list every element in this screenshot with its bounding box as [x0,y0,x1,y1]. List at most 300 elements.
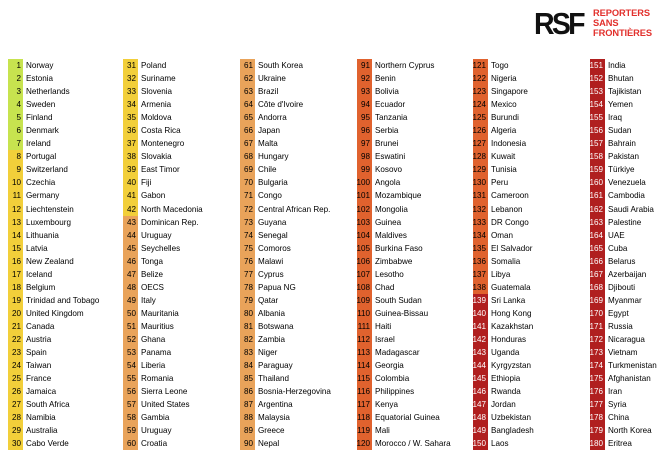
ranking-row [357,229,451,242]
ranking-row [473,320,534,333]
rank-badge: 172 [590,333,605,346]
ranking-row [473,333,534,346]
rank-badge: 74 [240,229,255,242]
country-name: Uganda [491,348,520,358]
rank-badge: 71 [240,189,255,202]
rank-badge: 36 [123,124,138,137]
country-name: Andorra [258,113,287,123]
rank-badge: 63 [240,85,255,98]
rank-badge: 127 [473,137,488,150]
rank-badge: 118 [357,411,372,424]
ranking-row [357,385,451,398]
ranking-row [590,307,657,320]
country-name: Costa Rica [141,126,181,136]
country-name: United States [141,400,190,410]
rank-badge: 15 [8,242,23,255]
country-name: North Korea [608,426,652,436]
ranking-row [8,346,99,359]
ranking-row [473,268,534,281]
ranking-row [357,398,451,411]
country-name: South Korea [258,61,303,71]
rank-badge: 176 [590,385,605,398]
ranking-row [240,229,331,242]
rank-badge: 178 [590,411,605,424]
rank-badge: 47 [123,268,138,281]
country-name: Thailand [258,374,290,384]
ranking-row [8,359,99,372]
country-name: Montenegro [141,139,185,149]
country-name: Lithuania [26,230,59,240]
ranking-row [473,72,534,85]
ranking-row [123,85,203,98]
rank-badge: 156 [590,124,605,137]
country-name: Serbia [375,126,399,136]
ranking-row [8,176,99,189]
ranking-row [473,216,534,229]
ranking-row [357,320,451,333]
rank-badge: 25 [8,372,23,385]
ranking-row [357,59,451,72]
ranking-row [8,268,99,281]
ranking-row [8,437,99,450]
rank-badge: 61 [240,59,255,72]
country-name: South Africa [26,400,70,410]
country-name: Oman [491,230,514,240]
rank-badge: 179 [590,424,605,437]
country-name: Niger [258,348,278,358]
ranking-row [240,333,331,346]
ranking-row [357,437,451,450]
country-name: Mongolia [375,204,408,214]
ranking-row [240,281,331,294]
country-name: Sri Lanka [491,295,526,305]
ranking-row [240,216,331,229]
rank-badge: 94 [357,98,372,111]
ranking-row [473,98,534,111]
country-name: Kyrgyzstan [491,361,532,371]
country-name: Bangladesh [491,426,534,436]
ranking-row [473,124,534,137]
ranking-row [590,268,657,281]
country-name: Eswatini [375,152,406,162]
country-name: Slovakia [141,152,172,162]
country-name: Nigeria [491,74,517,84]
rank-badge: 158 [590,150,605,163]
ranking-row [590,255,657,268]
ranking-column [590,59,657,450]
ranking-row [123,59,203,72]
ranking-row [590,59,657,72]
rank-badge: 40 [123,176,138,189]
country-name: Liberia [141,361,166,371]
ranking-row [590,333,657,346]
country-name: Liechtenstein [26,204,74,214]
rank-badge: 52 [123,333,138,346]
country-name: Jamaica [26,387,57,397]
ranking-row [590,98,657,111]
country-name: Togo [491,61,509,71]
rank-badge: 159 [590,163,605,176]
ranking-row [473,385,534,398]
rank-badge: 110 [357,307,372,320]
country-name: Yemen [608,100,633,110]
country-name: Botswana [258,321,294,331]
logo-mark: RSF [534,5,583,41]
rank-badge: 143 [473,346,488,359]
ranking-row [590,242,657,255]
country-name: Senegal [258,230,288,240]
country-name: Lebanon [491,204,523,214]
rank-badge: 39 [123,163,138,176]
rank-badge: 70 [240,176,255,189]
rank-badge: 146 [473,385,488,398]
ranking-row [473,294,534,307]
rank-badge: 180 [590,437,605,450]
rank-badge: 124 [473,98,488,111]
rank-badge: 141 [473,320,488,333]
ranking-row [240,163,331,176]
country-name: Sudan [608,126,632,136]
ranking-row [357,124,451,137]
rank-badge: 76 [240,255,255,268]
ranking-row [473,150,534,163]
country-name: Uzbekistan [491,413,532,423]
ranking-row [590,424,657,437]
rank-badge: 4 [8,98,23,111]
rank-badge: 43 [123,216,138,229]
country-name: Qatar [258,295,279,305]
ranking-row [240,124,331,137]
rank-badge: 169 [590,294,605,307]
rank-badge: 121 [473,59,488,72]
country-name: Tanzania [375,113,408,123]
country-name: France [26,374,52,384]
country-name: Brazil [258,87,279,97]
rank-badge: 54 [123,359,138,372]
ranking-row [123,346,203,359]
country-name: Kenya [375,400,398,410]
country-name: Slovenia [141,87,173,97]
country-name: Gabon [141,191,166,201]
ranking-row [357,411,451,424]
rank-badge: 151 [590,59,605,72]
ranking-row [590,111,657,124]
country-name: Austria [26,335,52,344]
country-name: Estonia [26,74,53,84]
rank-badge: 134 [473,229,488,242]
ranking-row [473,255,534,268]
country-name: Algeria [491,126,517,136]
country-name: Brunei [375,139,399,149]
country-name: Norway [26,61,54,71]
ranking-row [357,163,451,176]
ranking-row [8,281,99,294]
country-name: Philippines [375,387,415,397]
ranking-row [8,411,99,424]
country-name: Morocco / W. Sahara [375,439,451,449]
ranking-row [8,111,99,124]
rank-badge: 144 [473,359,488,372]
rank-badge: 165 [590,242,605,255]
country-name: Albania [258,308,286,318]
ranking-row [473,424,534,437]
country-name: Nicaragua [608,335,645,344]
ranking-row [590,385,657,398]
rank-badge: 87 [240,398,255,411]
ranking-row [8,294,99,307]
country-name: Malawi [258,256,284,266]
rank-badge: 149 [473,424,488,437]
rank-badge: 65 [240,111,255,124]
ranking-row [590,85,657,98]
rank-badge: 115 [357,372,372,385]
ranking-row [590,189,657,202]
rank-badge: 60 [123,437,138,450]
rank-badge: 1 [8,59,23,72]
ranking-row [357,281,451,294]
ranking-row [357,307,451,320]
ranking-row [590,229,657,242]
ranking-row [473,372,534,385]
ranking-row [357,255,451,268]
rank-badge: 78 [240,281,255,294]
ranking-row [473,437,534,450]
country-name: Central African Rep. [258,204,331,214]
country-name: Zambia [258,335,285,344]
ranking-row [357,176,451,189]
country-name: Tonga [141,256,164,266]
rank-badge: 9 [8,163,23,176]
country-name: Trinidad and Tobago [26,295,100,305]
ranking-column [8,59,99,450]
ranking-row [123,307,203,320]
ranking-row [8,85,99,98]
country-name: Myanmar [608,295,642,305]
ranking-row [8,242,99,255]
rank-badge: 161 [590,189,605,202]
country-name: Ghana [141,335,166,344]
ranking-row [8,150,99,163]
country-name: Panama [141,348,172,358]
country-name: Czechia [26,178,56,188]
rank-badge: 67 [240,137,255,150]
country-name: Equatorial Guinea [375,413,440,423]
rank-badge: 175 [590,372,605,385]
rank-badge: 24 [8,359,23,372]
rank-badge: 131 [473,189,488,202]
rank-badge: 26 [8,385,23,398]
country-name: Burundi [491,113,519,123]
ranking-row [8,320,99,333]
rank-badge: 56 [123,385,138,398]
country-name: Afghanistan [608,374,651,384]
rank-badge: 51 [123,320,138,333]
rank-badge: 55 [123,372,138,385]
ranking-row [240,85,331,98]
ranking-row [357,333,451,346]
ranking-row [123,385,203,398]
country-name: Kuwait [491,152,516,162]
country-name: Bolivia [375,87,399,97]
country-name: Peru [491,178,509,188]
ranking-row [240,98,331,111]
ranking-row [240,176,331,189]
rank-badge: 45 [123,242,138,255]
country-name: Denmark [26,126,59,136]
rank-badge: 13 [8,216,23,229]
ranking-row [473,346,534,359]
country-name: Tunisia [491,165,517,175]
country-name: Fiji [141,178,152,188]
country-name: Guyana [258,217,287,227]
rank-badge: 140 [473,307,488,320]
country-name: Guinea [375,217,402,227]
rank-badge: 88 [240,411,255,424]
country-name: Laos [491,439,509,449]
ranking-row [8,307,99,320]
rank-badge: 68 [240,150,255,163]
country-name: Armenia [141,100,172,110]
country-name: Turkmenistan [608,361,657,371]
country-name: Guinea-Bissau [375,308,429,318]
ranking-row [473,242,534,255]
rank-badge: 48 [123,281,138,294]
ranking-row [473,163,534,176]
country-name: South Sudan [375,295,422,305]
rank-badge: 103 [357,216,372,229]
country-name: Russia [608,321,633,331]
ranking-row [357,346,451,359]
rank-badge: 114 [357,359,372,372]
rank-badge: 163 [590,216,605,229]
country-name: Kosovo [375,165,402,175]
ranking-row [357,268,451,281]
country-name: Rwanda [491,387,521,397]
rank-badge: 79 [240,294,255,307]
rank-badge: 109 [357,294,372,307]
country-name: Paraguay [258,361,293,371]
country-name: Tajikistan [608,87,642,97]
country-name: Taiwan [26,361,52,371]
country-name: Dominican Rep. [141,217,199,227]
ranking-row [123,255,203,268]
ranking-row [240,437,331,450]
rank-badge: 8 [8,150,23,163]
rank-badge: 174 [590,359,605,372]
ranking-row [240,255,331,268]
ranking-row [240,189,331,202]
rank-badge: 105 [357,242,372,255]
country-name: Mauritania [141,308,179,318]
ranking-row [8,124,99,137]
country-name: Ethiopia [491,374,521,384]
rank-badge: 142 [473,333,488,346]
rank-badge: 3 [8,85,23,98]
rank-badge: 93 [357,85,372,98]
rank-badge: 177 [590,398,605,411]
rank-badge: 173 [590,346,605,359]
rank-badge: 152 [590,72,605,85]
ranking-row [473,85,534,98]
ranking-row [357,294,451,307]
rank-badge: 34 [123,98,138,111]
rank-badge: 72 [240,203,255,216]
rank-badge: 139 [473,294,488,307]
country-name: Portugal [26,152,57,162]
ranking-row [123,268,203,281]
ranking-row [8,398,99,411]
rank-badge: 28 [8,411,23,424]
rank-badge: 104 [357,229,372,242]
country-name: Saudi Arabia [608,204,654,214]
ranking-row [8,216,99,229]
ranking-row [590,281,657,294]
country-name: Switzerland [26,165,68,175]
country-name: Japan [258,126,281,136]
ranking-row [590,320,657,333]
rank-badge: 132 [473,203,488,216]
ranking-row [590,163,657,176]
country-name: Ecuador [375,100,406,110]
ranking-row [473,229,534,242]
ranking-row [8,229,99,242]
country-name: Iraq [608,113,622,123]
ranking-row [123,72,203,85]
ranking-row [123,189,203,202]
country-name: Germany [26,191,60,201]
ranking-row [123,398,203,411]
rank-badge: 37 [123,137,138,150]
country-name: Syria [608,400,627,410]
country-name: Bosnia-Herzegovina [258,387,331,397]
rank-badge: 153 [590,85,605,98]
rank-badge: 168 [590,281,605,294]
ranking-row [473,359,534,372]
country-name: Côte d'Ivoire [258,100,304,110]
rank-badge: 117 [357,398,372,411]
country-name: Australia [26,426,58,436]
country-name: Cabo Verde [26,439,69,449]
rank-badge: 57 [123,398,138,411]
country-name: Suriname [141,74,176,84]
ranking-row [240,320,331,333]
rank-badge: 46 [123,255,138,268]
rank-badge: 171 [590,320,605,333]
ranking-row [240,111,331,124]
country-name: Latvia [26,243,48,253]
country-name: Italy [141,295,156,305]
rank-badge: 113 [357,346,372,359]
country-name: Singapore [491,87,528,97]
ranking-row [240,359,331,372]
country-name: Iran [608,387,622,397]
country-name: Cuba [608,243,628,253]
country-name: Kazakhstan [491,321,534,331]
rank-badge: 50 [123,307,138,320]
country-name: Palestine [608,217,642,227]
ranking-row [123,203,203,216]
ranking-row [473,203,534,216]
rank-badge: 82 [240,333,255,346]
country-name: Congo [258,191,282,201]
ranking-row [123,359,203,372]
ranking-row [357,150,451,163]
country-name: Azerbaijan [608,269,647,279]
rank-badge: 91 [357,59,372,72]
rank-badge: 17 [8,268,23,281]
country-name: Croatia [141,439,168,449]
country-name: Somalia [491,256,521,266]
